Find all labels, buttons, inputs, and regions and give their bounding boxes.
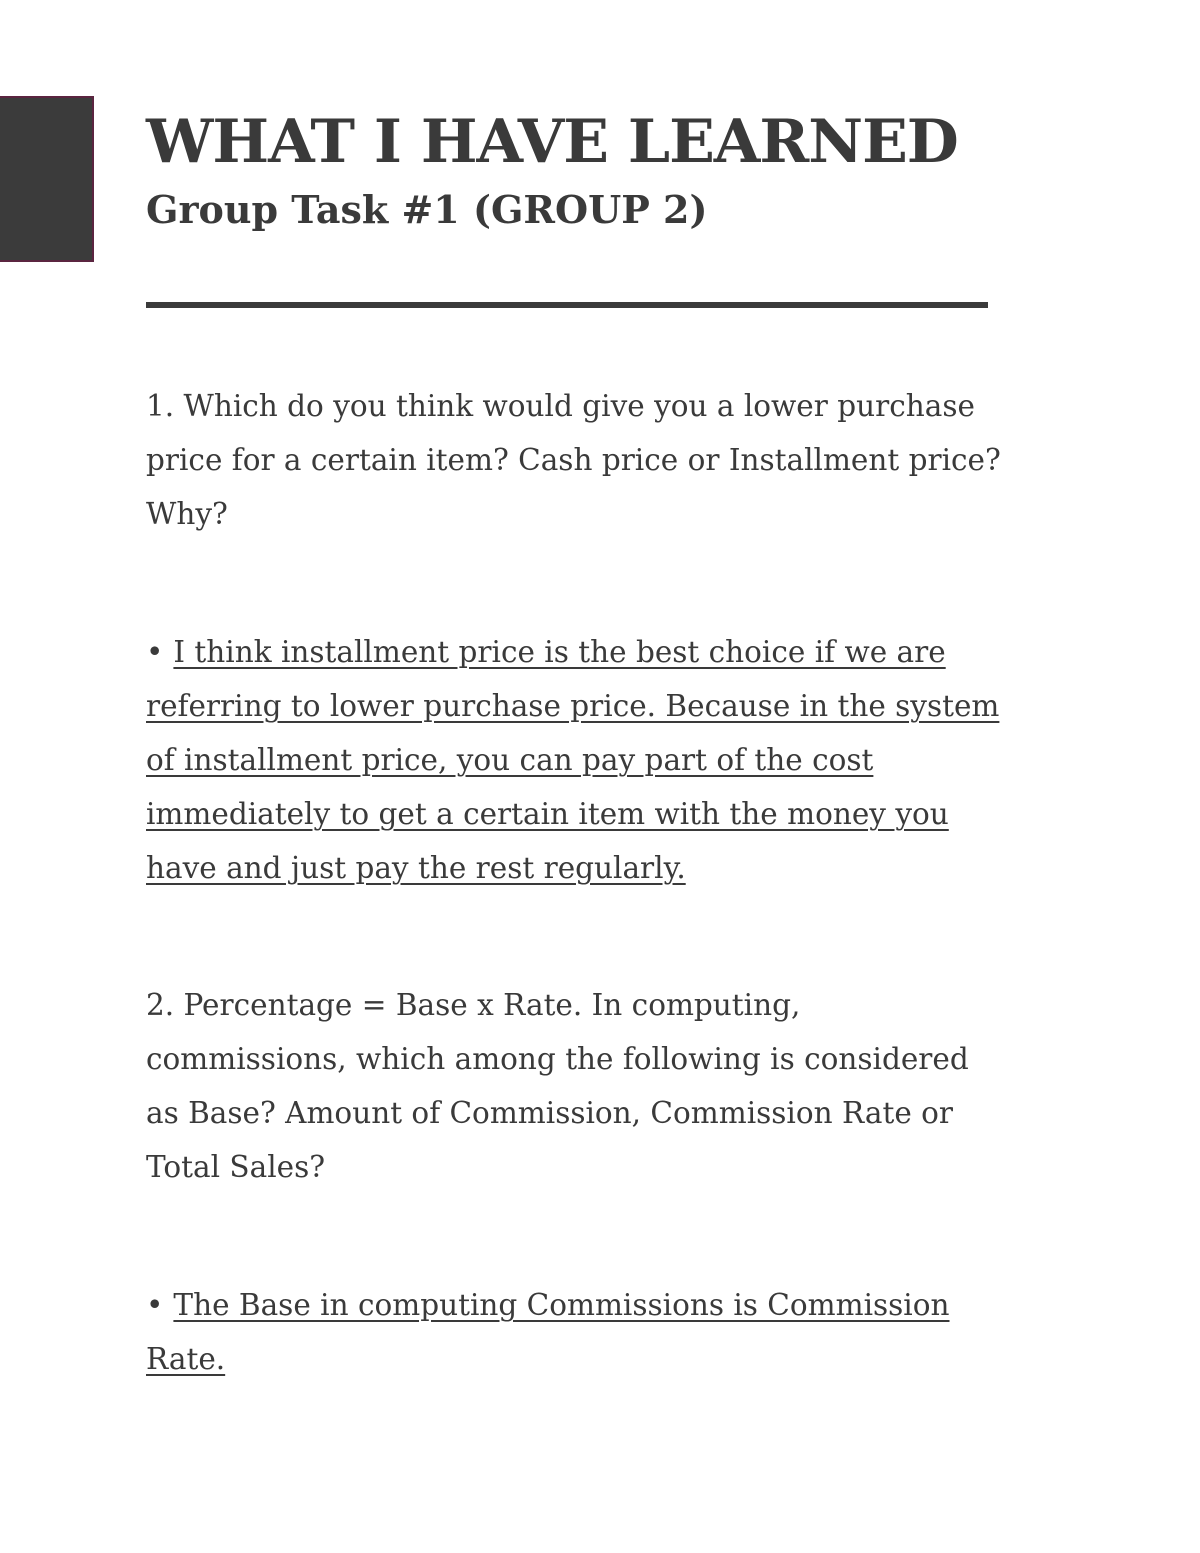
answer-2-text: The Base in computing Commissions is Commission Rate. — [146, 1288, 950, 1376]
bullet-icon: • — [146, 1288, 164, 1322]
title-divider — [146, 302, 988, 308]
question-2: 2. Percentage = Base x Rate. In computing, commissions, which among the following is considered as Base? Amount of Commission, Commission Rate or Total Sales? — [146, 988, 969, 1184]
page-subtitle: Group Task #1 (GROUP 2) — [146, 187, 708, 232]
question-1: 1. Which do you think would give you a lower purchase price for a certain item? Cash price or Installment price? Why? — [146, 389, 1001, 531]
decorative-side-block — [0, 96, 94, 262]
answer-1 — [146, 625, 1006, 895]
bullet-icon: • — [146, 635, 164, 669]
answer-2 — [146, 1278, 1006, 1386]
page-title: WHAT I HAVE LEARNED — [146, 107, 958, 177]
answer-1-text: I think installment price is the best choice if we are referring to lower purchase price. Because in the system of installment price, you can pay part of the cost immediately to get a certain item with the money you have and just pay the rest regularly. — [146, 635, 1000, 885]
